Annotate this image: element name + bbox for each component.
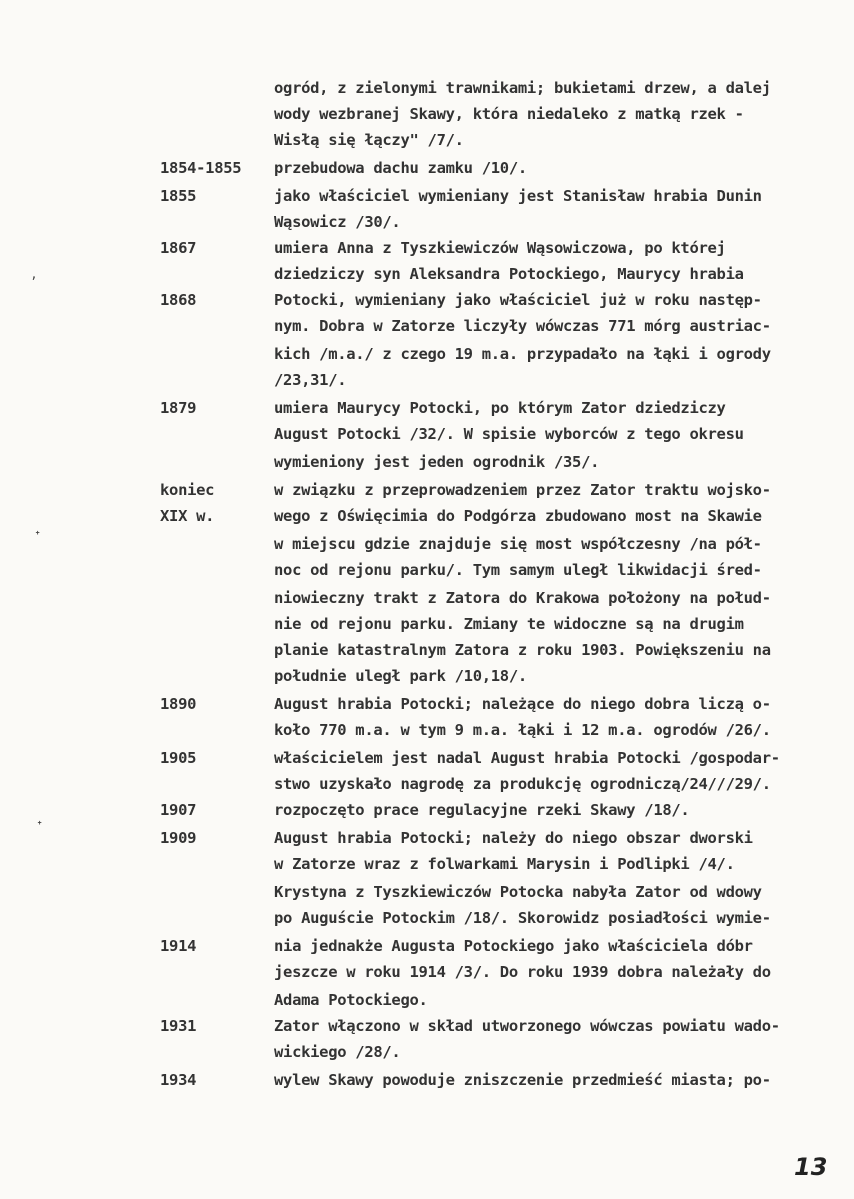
text-line: August hrabia Potocki; należące do niego dobra liczą o- [274, 695, 771, 713]
year-label: 1931 [160, 1017, 197, 1035]
text-line: wody wezbranej Skawy, która niedaleko z matką rzek - [274, 105, 744, 123]
text-line: w związku z przeprowadzeniem przez Zator traktu wojsko- [274, 481, 771, 499]
text-line: stwo uzyskało nagrodę za produkcję ogrodniczą/24///29/. [274, 775, 771, 793]
year-label: koniec [160, 481, 215, 499]
text-line: przebudowa dachu zamku /10/. [274, 159, 527, 177]
year-label: 1890 [160, 695, 197, 713]
margin-mark: ˖ [36, 815, 44, 829]
text-line: noc od rejonu parku/. Tym samym uległ likwidacji śred- [274, 561, 762, 579]
text-line: Krystyna z Tyszkiewiczów Potocka nabyła Zator od wdowy [274, 883, 762, 901]
year-label: 1854-1855 [160, 159, 242, 177]
text-line: August hrabia Potocki; należy do niego obszar dworski [274, 829, 753, 847]
margin-mark: ˖ [34, 525, 42, 539]
text-line: koło 770 m.a. w tym 9 m.a. łąki i 12 m.a. ogrodów /26/. [274, 721, 771, 739]
text-line: Potocki, wymieniany jako właściciel już w roku następ- [274, 291, 762, 309]
text-line: wego z Oświęcimia do Podgórza zbudowano most na Skawie [274, 507, 762, 525]
year-label: 1879 [160, 399, 197, 417]
text-line: niowieczny trakt z Zatora do Krakowa położony na połud- [274, 589, 771, 607]
text-line: ogród, z zielonymi trawnikami; bukietami drzew, a dalej [274, 79, 771, 97]
text-line: w Zatorze wraz z folwarkami Marysin i Podlipki /4/. [274, 855, 735, 873]
text-line: wickiego /28/. [274, 1043, 401, 1061]
year-label: 1855 [160, 187, 197, 205]
text-line: umiera Maurycy Potocki, po którym Zator dziedziczy [274, 399, 726, 417]
text-line: /23,31/. [274, 371, 347, 389]
text-line: wylew Skawy powoduje zniszczenie przedmieść miasta; po- [274, 1071, 771, 1089]
text-line: kich /m.a./ z czego 19 m.a. przypadało na łąki i ogrody [274, 345, 771, 363]
text-line: nia jednakże Augusta Potockiego jako właściciela dóbr [274, 937, 753, 955]
text-line: planie katastralnym Zatora z roku 1903. Powiększeniu na [274, 641, 771, 659]
text-line: nym. Dobra w Zatorze liczyły wówczas 771 mórg austriac- [274, 317, 771, 335]
text-line: August Potocki /32/. W spisie wyborców z tego okresu [274, 425, 744, 443]
text-line: rozpoczęto prace regulacyjne rzeki Skawy /18/. [274, 801, 690, 819]
year-label: 1905 [160, 749, 197, 767]
year-label: 1914 [160, 937, 197, 955]
margin-mark: ʼ [30, 275, 38, 289]
year-label: 1867 [160, 239, 197, 257]
text-line: Wisłą się łączy" /7/. [274, 131, 464, 149]
text-line: Zator włączono w skład utworzonego wówczas powiatu wado- [274, 1017, 780, 1035]
text-line: nie od rejonu parku. Zmiany te widoczne są na drugim [274, 615, 744, 633]
text-line: Wąsowicz /30/. [274, 213, 401, 231]
year-label: 1868 [160, 291, 197, 309]
text-line: właścicielem jest nadal August hrabia Potocki /gospodar- [274, 749, 780, 767]
text-line: w miejscu gdzie znajduje się most współczesny /na pół- [274, 535, 762, 553]
page-number: 13 [794, 1153, 828, 1181]
year-label: 1907 [160, 801, 197, 819]
year-label: 1934 [160, 1071, 197, 1089]
text-line: wymieniony jest jeden ogrodnik /35/. [274, 453, 600, 471]
text-line: jeszcze w roku 1914 /3/. Do roku 1939 dobra należały do [274, 963, 771, 981]
text-line: południe uległ park /10,18/. [274, 667, 527, 685]
text-line: umiera Anna z Tyszkiewiczów Wąsowiczowa, po której [274, 239, 726, 257]
year-label: 1909 [160, 829, 197, 847]
text-line: dziedziczy syn Aleksandra Potockiego, Maurycy hrabia [274, 265, 744, 283]
text-line: po Auguście Potockim /18/. Skorowidz posiadłości wymie- [274, 909, 771, 927]
year-label: XIX w. [160, 507, 215, 525]
text-line: Adama Potockiego. [274, 991, 428, 1009]
text-line: jako właściciel wymieniany jest Stanisław hrabia Dunin [274, 187, 762, 205]
